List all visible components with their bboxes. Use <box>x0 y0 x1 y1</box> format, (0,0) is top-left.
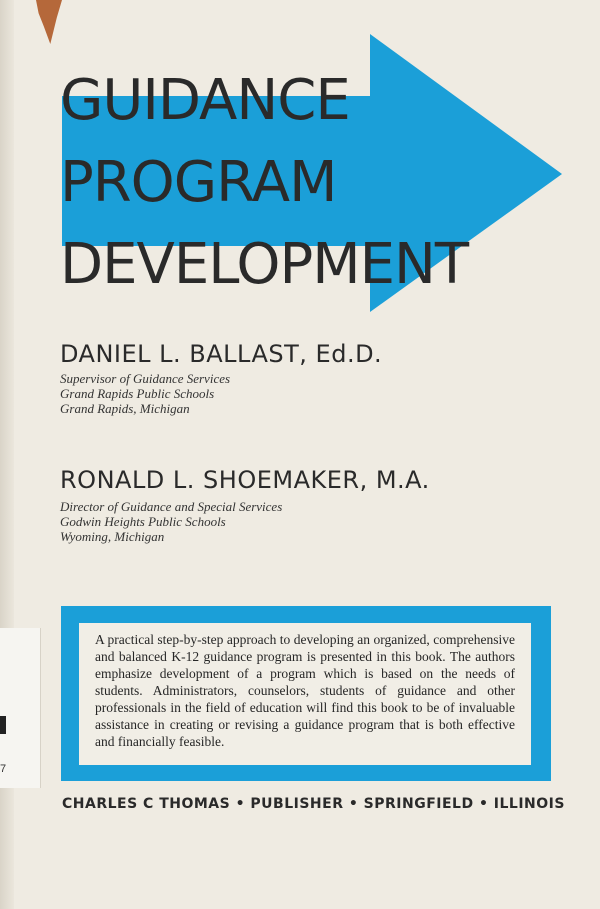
library-label <box>0 628 41 788</box>
book-title <box>60 60 468 306</box>
library-label-number: 7 <box>0 763 7 775</box>
blurb-frame <box>61 606 551 781</box>
author-2-affiliation-line-1: Director of Guidance and Special Services <box>60 499 283 514</box>
author-1-affiliation <box>60 371 230 416</box>
author-1-affiliation-line-3: Grand Rapids, Michigan <box>60 401 190 416</box>
author-1-name: DANIEL L. BALLAST, Ed.D. <box>60 340 383 368</box>
author-1-affiliation-line-2: Grand Rapids Public Schools <box>60 386 215 401</box>
torn-corner <box>36 0 62 44</box>
title-line-3: DEVELOPMENT <box>60 232 469 297</box>
library-label-mark <box>0 716 6 734</box>
title-line-1: GUIDANCE <box>60 68 350 133</box>
author-2-affiliation <box>60 499 282 544</box>
publisher-line: CHARLES C THOMAS • PUBLISHER • SPRINGFIELD • ILLINOIS <box>62 796 565 812</box>
blurb-text: A practical step-by-step approach to developing an organized, comprehensive and balanced K-12 guidance program is presented in this book. The authors emphasize development of a program which is based on the needs of students. Administrators, counselors, students of guidance and other professionals in the field of education will find this book to be of invaluable assistance in creating or revising a guidance program that is both effective and financially feasible. <box>79 623 531 765</box>
author-2-affiliation-line-2: Godwin Heights Public Schools <box>60 514 226 529</box>
title-line-2: PROGRAM <box>60 150 337 215</box>
author-1-affiliation-line-1: Supervisor of Guidance Services <box>60 371 231 386</box>
author-2-affiliation-line-3: Wyoming, Michigan <box>60 529 165 544</box>
author-2-name: RONALD L. SHOEMAKER, M.A. <box>60 466 430 494</box>
